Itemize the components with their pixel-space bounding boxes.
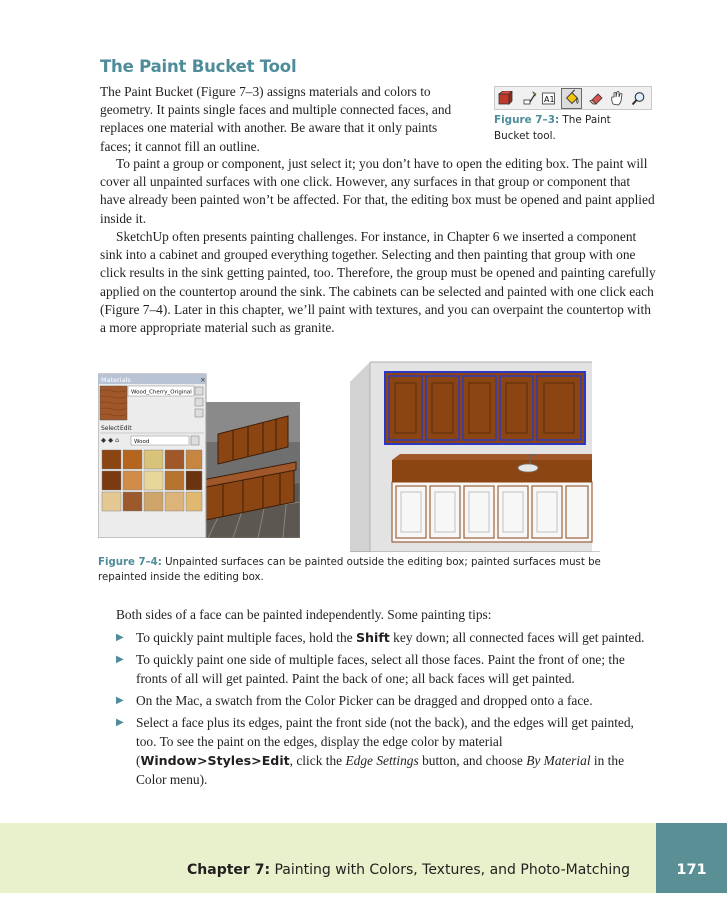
page-number-box [656, 823, 727, 893]
list-item [116, 713, 646, 789]
tip-1-text-c: key down; all connected faces will get painted. [389, 630, 645, 645]
category-select: Wood [134, 439, 150, 445]
bullet-arrow-icon: ▶ [116, 717, 124, 728]
tip-4-text-c: , click the [289, 753, 346, 768]
svg-text:◆ ◆ ⌂: ◆ ◆ ⌂ [101, 436, 120, 444]
list-item [116, 650, 646, 688]
materials-panel-title: Materials [101, 376, 131, 384]
tip-3-text: On the Mac, a swatch from the Color Picker can be dragged and dropped onto a face. [136, 693, 593, 708]
make-component-icon[interactable] [498, 91, 513, 106]
chapter-title: Painting with Colors, Textures, and Photo-Matching [270, 862, 630, 878]
tips-list [116, 628, 646, 792]
paragraph-intro: The Paint Bucket (Figure 7–3) assigns materials and colors to geometry. It paints single faces and multiple connected faces, and replaces one material with another. Be aware that it only paints faces; it cannot fill an outline. [100, 84, 452, 154]
figure-7-4-caption [98, 556, 618, 585]
paragraph-challenges: SketchUp often presents painting challenges. For instance, in Chapter 6 we inserted a component sink into a cabinet and grouped everything together. Selecting and then painting that group with one click results in the sink getting painted, too. Therefore, the group must be opened and painting carefully applied on the countertop around the sink. The cabinets can be selected and painted with one click each (Figure 7–4). Later in this chapter, we’ll paint with textures, and you can overpaint the countertop with a more appropriate material such as granite. [100, 229, 656, 336]
bullet-arrow-icon: ▶ [116, 632, 124, 643]
section-heading: The Paint Bucket Tool [100, 57, 297, 76]
zoom-icon[interactable] [631, 91, 646, 106]
list-item [116, 691, 646, 710]
figure-7-4-right-image [330, 352, 600, 552]
tip-4-by-material: By Material [526, 753, 591, 768]
figure-7-3-label: Figure 7–3: [494, 114, 560, 126]
3d-text-icon[interactable] [541, 91, 556, 106]
paint-bucket-toolbar [494, 86, 652, 110]
bullet-arrow-icon: ▶ [116, 654, 124, 665]
tip-1-text-a: To quickly paint multiple faces, hold the [136, 630, 356, 645]
list-item [116, 628, 646, 647]
footer-band [0, 823, 656, 893]
tab-select: Select [101, 425, 120, 432]
page-number: 171 [676, 862, 707, 878]
svg-text:×: × [200, 376, 206, 384]
svg-text:A1: A1 [544, 95, 555, 104]
paragraph-groups: To paint a group or component, just select it; you don’t have to open the editing box. The paint will cover all unpainted surfaces with one click. However, any surfaces in that group or component that have already been painted won’t be affected. For that, the editing box must be opened and paint applied inside it. [100, 156, 655, 226]
tip-4-text-e: button, and choose [418, 753, 527, 768]
figure-7-3-caption [494, 113, 634, 144]
eraser-icon[interactable] [589, 91, 604, 106]
tip-4-edge-settings: Edge Settings [345, 753, 419, 768]
tip-2-text: To quickly paint one side of multiple faces, select all those faces. Paint the front of one; the fronts of all will get painted. Paint the back of one; all back faces will get painted. [136, 652, 625, 686]
tip-4-text-a: Select a face plus its edges, paint the front side (not the back), and the edges will get painted, too. To see the paint on the edges, display the edge color by material ( [136, 715, 634, 768]
figure-7-4-label: Figure 7–4: [98, 557, 162, 568]
tip-1-key: Shift [355, 630, 390, 645]
figure-7-3-caption-text: The Paint Bucket tool. [494, 114, 611, 142]
chapter-running-head [187, 862, 630, 878]
figure-7-4-left-image [98, 352, 300, 538]
chapter-label: Chapter 7: [187, 862, 271, 878]
paint-bucket-icon[interactable] [561, 88, 582, 109]
bullet-arrow-icon: ▶ [116, 695, 124, 706]
figure-7-4-caption-text: Unpainted surfaces can be painted outside the editing box; painted surfaces must be repainted inside the editing box. [98, 557, 601, 583]
pan-icon[interactable] [609, 91, 624, 106]
tip-4-text-g: in the Color menu). [136, 753, 625, 787]
text-icon[interactable] [522, 91, 537, 106]
material-name: Wood_Cherry_Original [131, 389, 192, 396]
tip-4-menu-path: Window>Styles>Edit [140, 753, 290, 768]
tips-intro: Both sides of a face can be painted independently. Some painting tips: [116, 607, 492, 622]
tab-edit: Edit [120, 425, 132, 432]
